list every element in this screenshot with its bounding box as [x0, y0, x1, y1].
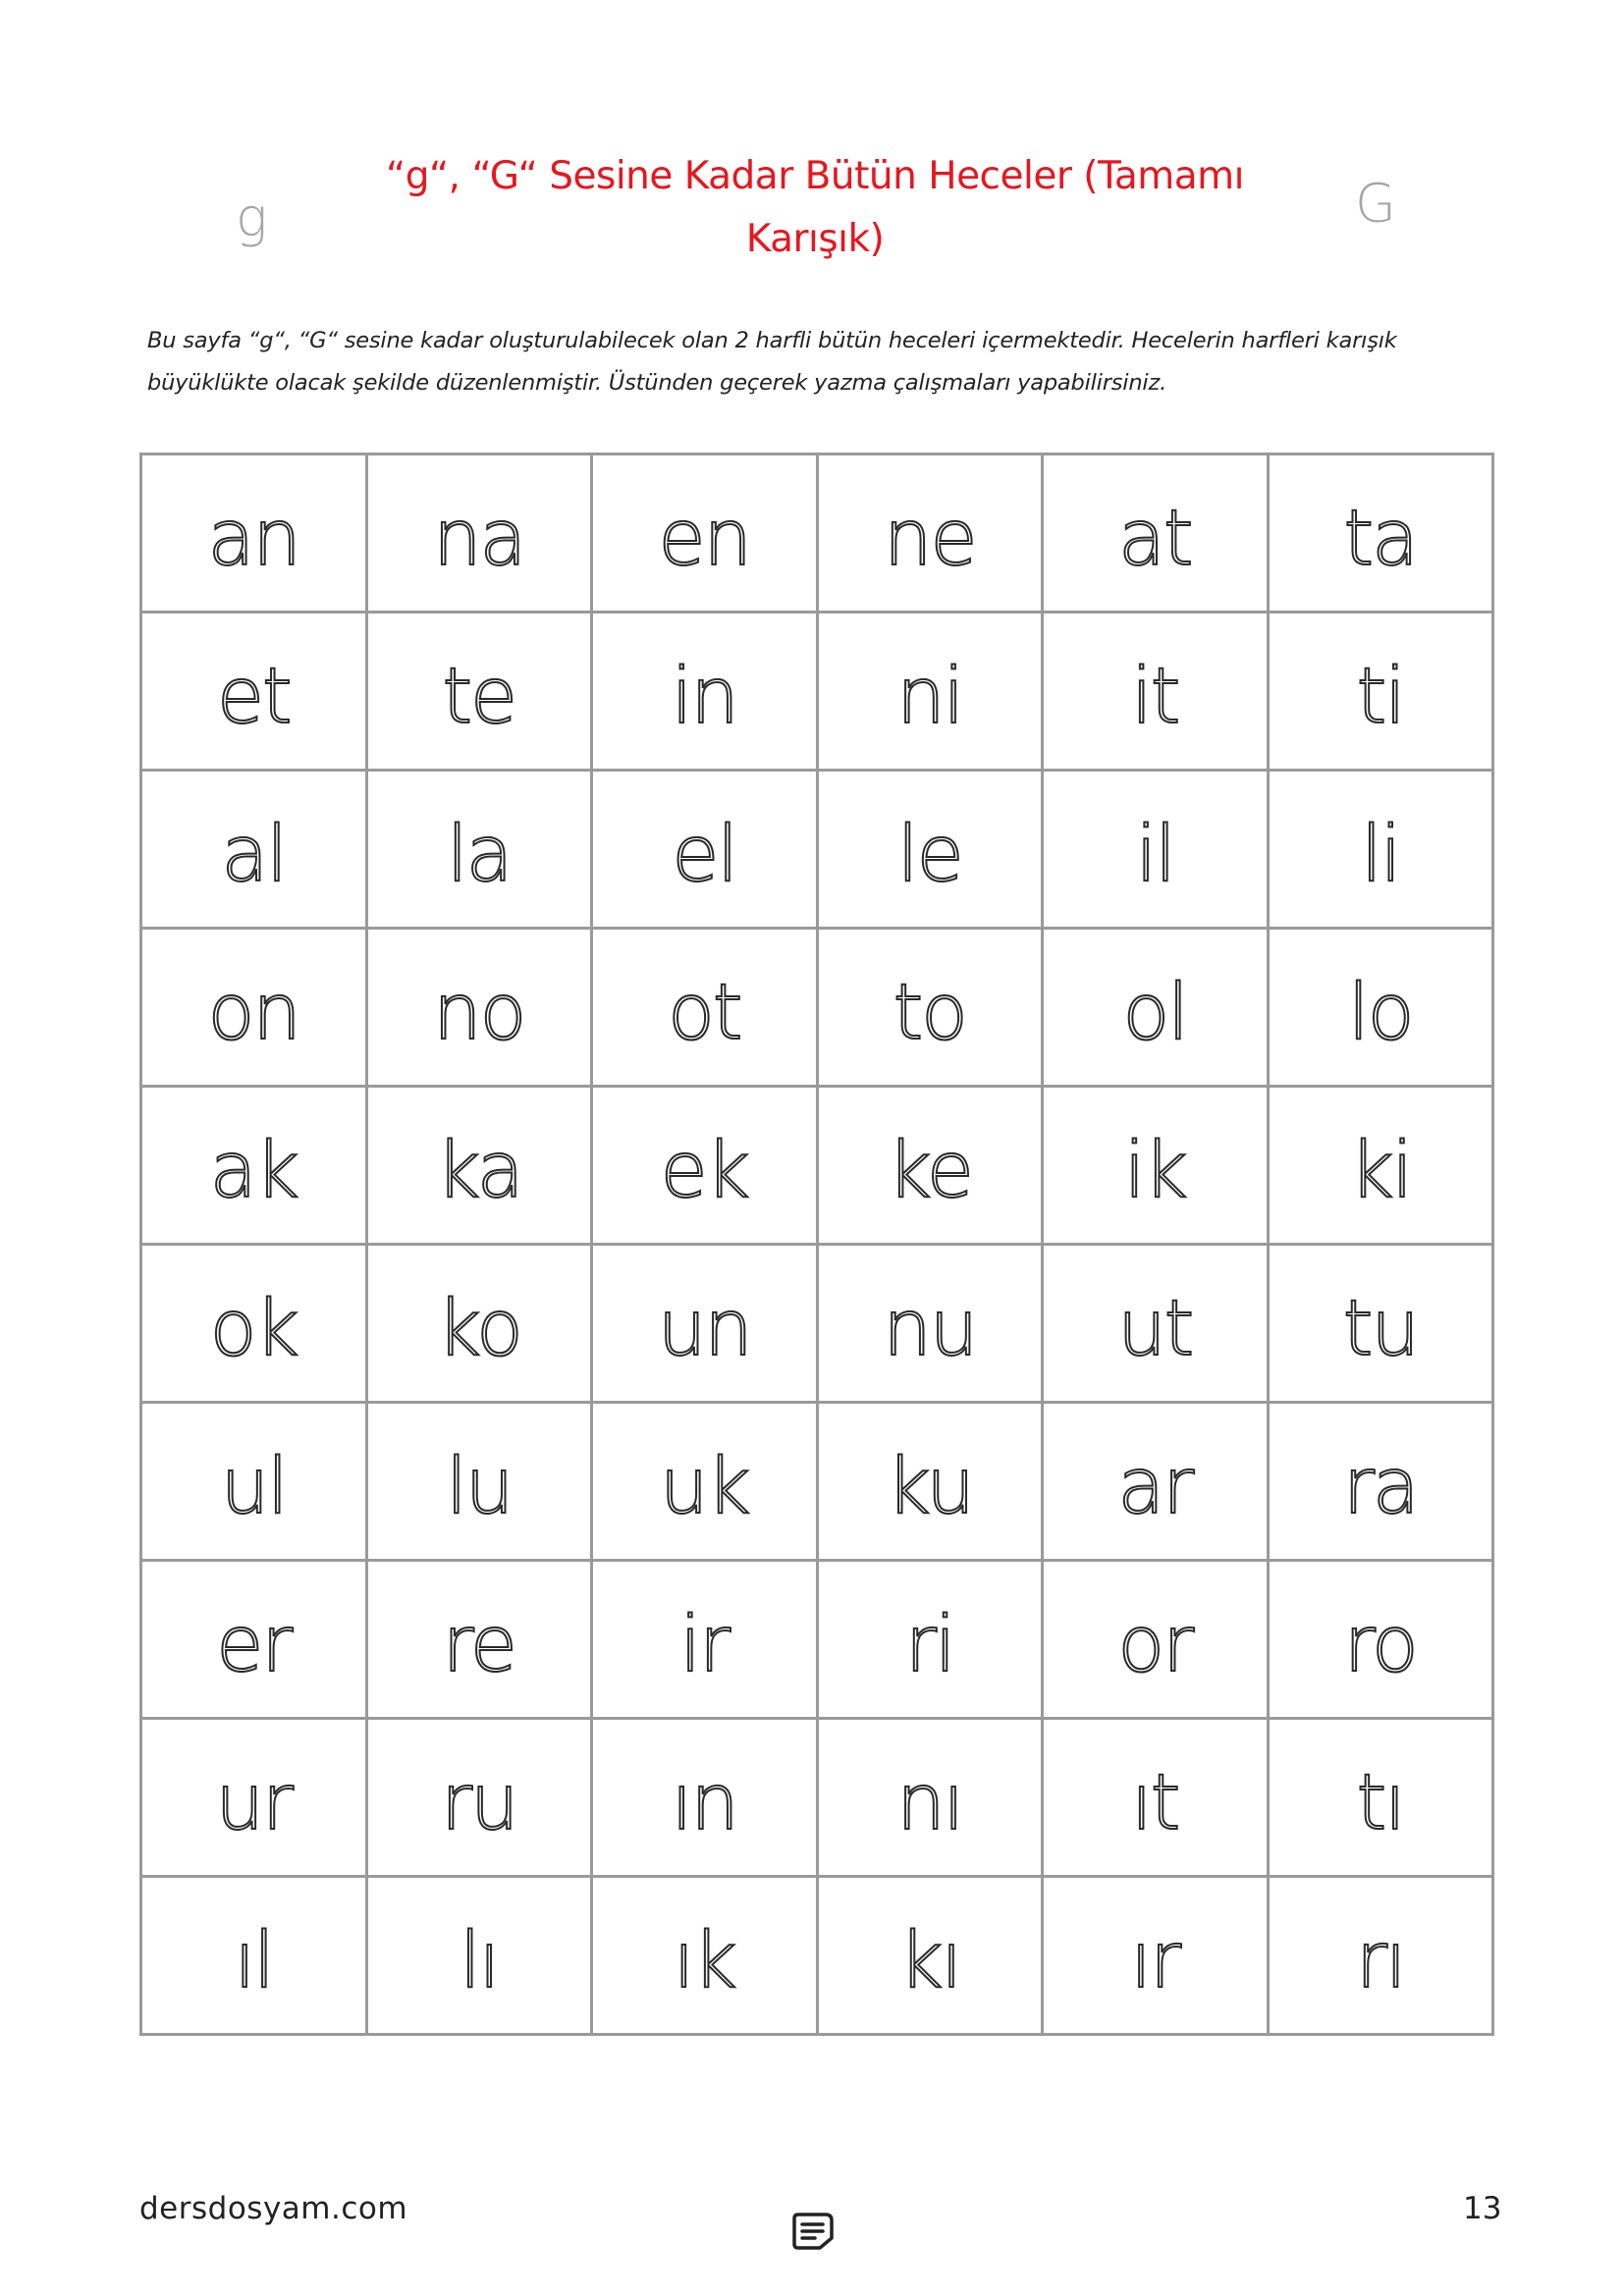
syllable-cell [592, 1403, 818, 1561]
syllable-text: ka [435, 1127, 522, 1215]
grid-row [141, 613, 1493, 771]
syllable-text: ut [1117, 1285, 1193, 1373]
syllable-cell [592, 1719, 818, 1877]
syllable-text: al [221, 811, 286, 899]
syllable-text: il [1135, 811, 1174, 899]
syllable-text: ru [440, 1759, 517, 1847]
letter-lower-g: g [236, 187, 268, 248]
page-number: 13 [1463, 2191, 1502, 2226]
syllable-text: kı [898, 1917, 961, 2005]
syllable-cell [817, 613, 1043, 771]
syllable-cell [817, 929, 1043, 1087]
intro-text [147, 320, 1414, 404]
syllable-cell [1268, 771, 1493, 929]
syllable-text: ro [1343, 1601, 1417, 1689]
syllable-text: in [671, 653, 737, 741]
syllable-text: un [657, 1285, 751, 1373]
syllable-cell [1268, 613, 1493, 771]
syllable-text: li [1361, 811, 1400, 899]
syllable-text: re [442, 1601, 515, 1689]
syllable-text: ra [1342, 1443, 1418, 1531]
letter-upper-g: G [1355, 173, 1396, 235]
syllable-cell [1043, 1719, 1269, 1877]
syllable-cell [366, 1245, 592, 1403]
syllable-text: at [1118, 495, 1192, 583]
syllable-cell [592, 1245, 818, 1403]
syllable-cell [1043, 613, 1269, 771]
syllable-cell [817, 771, 1043, 929]
grid-row [141, 1245, 1493, 1403]
syllable-text: rı [1355, 1917, 1405, 2005]
syllable-text: tu [1342, 1285, 1418, 1373]
syllable-cell [1043, 1877, 1269, 2035]
syllable-text: it [1131, 653, 1179, 741]
syllable-cell [366, 929, 592, 1087]
syllable-cell [366, 1561, 592, 1719]
syllable-cell [817, 1245, 1043, 1403]
syllable-text: ır [1130, 1917, 1180, 2005]
intro-line-1: Bu sayfa “g“, “G“ sesine kadar oluşturulabilecek olan 2 harfli bütün heceleri içermektedir. Hecelerin harfleri karışık [147, 328, 1397, 353]
syllable-text: an [207, 495, 299, 583]
page-title-line-1: “g“, “G“ Sesine Kadar Bütün Heceler (Tamamı [386, 154, 1244, 198]
syllable-cell [141, 613, 367, 771]
grid-row [141, 929, 1493, 1087]
syllable-cell [1268, 1403, 1493, 1561]
grid-row [141, 1561, 1493, 1719]
syllable-cell [1268, 929, 1493, 1087]
syllable-cell [592, 1087, 818, 1245]
syllable-text: ki [1349, 1127, 1412, 1215]
intro-line-2: büyüklükte olacak şekilde düzenlenmiştir. Üstünden geçerek yazma çalışmaları yapabilirsiniz. [147, 370, 1167, 396]
grid-row [141, 1877, 1493, 2035]
syllable-cell [141, 454, 367, 613]
page-title-line-2: Karışık) [745, 217, 885, 261]
syllable-text: ir [679, 1601, 730, 1689]
syllable-text: ıl [234, 1917, 273, 2005]
syllable-text: te [442, 653, 516, 741]
syllable-cell [141, 1245, 367, 1403]
syllable-cell [1268, 1877, 1493, 2035]
grid-row [141, 454, 1493, 613]
syllable-cell [141, 1561, 367, 1719]
syllable-text: en [658, 495, 750, 583]
syllable-text: lı [460, 1917, 499, 2005]
syllable-text: on [207, 969, 299, 1057]
syllable-cell [1043, 1245, 1269, 1403]
syllable-cell [141, 1403, 367, 1561]
syllable-cell [1268, 1245, 1493, 1403]
grid-row [141, 1087, 1493, 1245]
syllable-text: nu [883, 1285, 977, 1373]
syllable-text: nı [896, 1759, 963, 1847]
syllable-cell [1043, 1087, 1269, 1245]
grid-row [141, 1403, 1493, 1561]
syllable-text: lu [446, 1443, 513, 1531]
syllable-cell [1043, 454, 1269, 613]
syllable-text: ta [1343, 495, 1417, 583]
grid-row [141, 771, 1493, 929]
syllable-text: la [447, 811, 512, 899]
syllable-text: or [1117, 1601, 1193, 1689]
syllable-text: ok [209, 1285, 298, 1373]
syllable-text: lo [1348, 969, 1413, 1057]
syllable-cell [141, 1877, 367, 2035]
syllable-text: ik [1123, 1127, 1186, 1215]
syllable-grid-body [141, 454, 1493, 2035]
document-lines-icon [790, 2211, 836, 2252]
syllable-cell [366, 1087, 592, 1245]
syllable-cell [1043, 929, 1269, 1087]
syllable-cell [592, 1877, 818, 2035]
syllable-cell [141, 1719, 367, 1877]
syllable-text: ol [1122, 969, 1187, 1057]
syllable-text: ak [209, 1127, 298, 1215]
syllable-cell [817, 1087, 1043, 1245]
syllable-cell [817, 1719, 1043, 1877]
grid-row [141, 1719, 1493, 1877]
syllable-text: ri [904, 1601, 954, 1689]
syllable-cell [1043, 1403, 1269, 1561]
syllable-text: ar [1117, 1443, 1193, 1531]
syllable-cell [817, 1877, 1043, 2035]
syllable-cell [141, 1087, 367, 1245]
syllable-cell [592, 613, 818, 771]
syllable-cell [1268, 1561, 1493, 1719]
syllable-text: ko [436, 1285, 521, 1373]
syllable-text: ul [220, 1443, 287, 1531]
syllable-text: ku [886, 1443, 973, 1531]
syllable-text: uk [659, 1443, 749, 1531]
syllable-cell [1268, 1719, 1493, 1877]
syllable-text: ıt [1131, 1759, 1179, 1847]
syllable-grid [139, 453, 1494, 2036]
syllable-cell [366, 1403, 592, 1561]
syllable-text: el [672, 811, 737, 899]
syllable-text: na [433, 495, 525, 583]
syllable-cell [592, 771, 818, 929]
syllable-text: ke [887, 1127, 972, 1215]
page-title [383, 145, 1247, 271]
syllable-text: no [433, 969, 525, 1057]
syllable-cell [366, 1719, 592, 1877]
syllable-cell [141, 929, 367, 1087]
syllable-text: ık [673, 1917, 735, 2005]
syllable-cell [817, 1403, 1043, 1561]
syllable-text: to [893, 969, 966, 1057]
syllable-text: ti [1356, 653, 1404, 741]
syllable-cell [1268, 454, 1493, 613]
syllable-cell [366, 771, 592, 929]
syllable-cell [592, 1561, 818, 1719]
syllable-cell [1043, 771, 1269, 929]
syllable-text: le [896, 811, 962, 899]
syllable-text: ın [671, 1759, 737, 1847]
syllable-cell [817, 454, 1043, 613]
syllable-text: er [216, 1601, 292, 1689]
syllable-cell [1268, 1087, 1493, 1245]
footer-site-name: dersdosyam.com [139, 2191, 408, 2226]
syllable-text: ek [660, 1127, 748, 1215]
syllable-text: ur [215, 1759, 292, 1847]
syllable-cell [366, 613, 592, 771]
syllable-cell [1043, 1561, 1269, 1719]
syllable-text: ni [896, 653, 963, 741]
syllable-text: ne [884, 495, 976, 583]
syllable-text: et [216, 653, 291, 741]
syllable-cell [366, 454, 592, 613]
syllable-cell [592, 454, 818, 613]
syllable-cell [366, 1877, 592, 2035]
syllable-cell [592, 929, 818, 1087]
syllable-cell [817, 1561, 1043, 1719]
syllable-text: tı [1356, 1759, 1404, 1847]
syllable-text: ot [668, 969, 741, 1057]
syllable-cell [141, 771, 367, 929]
